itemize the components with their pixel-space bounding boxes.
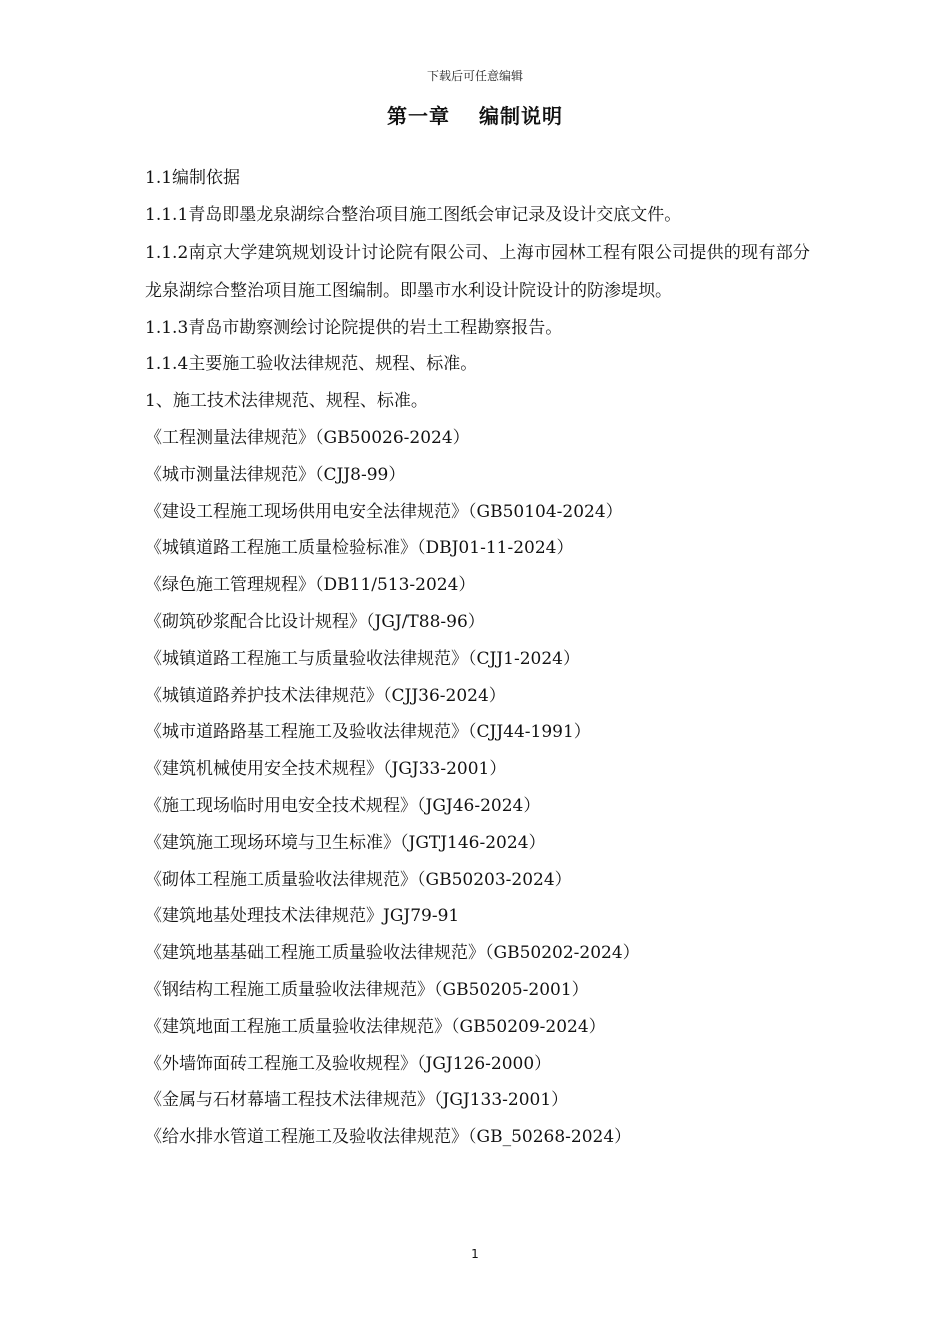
- standard-item: 《金属与石材幕墙工程技术法律规范》（JGJ133-2001）: [145, 1090, 569, 1111]
- standard-item: 《建筑施工现场环境与卫生标准》（JGTJ146-2024）: [145, 832, 546, 853]
- standard-item: 《城市道路路基工程施工及验收法律规范》（CJJ44-1991）: [145, 722, 591, 743]
- standard-item: 《砌筑砂浆配合比设计规程》（JGJ/T88-96）: [145, 611, 485, 632]
- standard-item: 《建筑地面工程施工质量验收法律规范》（GB50209-2024）: [145, 1016, 606, 1037]
- standard-item: 《城镇道路工程施工与质量验收法律规范》（CJJ1-2024）: [145, 648, 580, 669]
- basis-item-2: 1.1.2南京大学建筑规划设计讨论院有限公司、上海市园林工程有限公司提供的现有部分龙泉湖综合整治项目施工图编制。即墨市水利设计院设计的防渗堤坝。: [145, 242, 810, 301]
- standard-item: 《建筑机械使用安全技术规程》（JGJ33-2001）: [145, 759, 507, 780]
- standard-item: 《绿色施工管理规程》（DB11/513-2024）: [145, 575, 476, 596]
- page-header-note: 下载后可任意编辑: [426, 69, 523, 83]
- document-body: [145, 160, 810, 1156]
- standard-item: 《砌体工程施工质量验收法律规范》（GB50203-2024）: [145, 869, 572, 890]
- basis-item-4: 1.1.4主要施工验收法律规范、规程、标准。: [145, 354, 478, 375]
- standard-item: 《城镇道路养护技术法律规范》（CJJ36-2024）: [145, 685, 506, 706]
- standards-heading: 1、施工技术法律规范、规程、标准。: [145, 391, 428, 412]
- standard-item: 《建筑地基基础工程施工质量验收法律规范》（GB50202-2024）: [145, 943, 640, 964]
- standard-item: 《外墙饰面砖工程施工及验收规程》（JGJ126-2000）: [145, 1053, 552, 1074]
- standard-item: 《城镇道路工程施工质量检验标准》（DBJ01-11-2024）: [145, 538, 574, 559]
- section-heading-basis: 1.1编制依据: [145, 168, 241, 188]
- page-number: 1: [471, 1247, 479, 1261]
- basis-item-1: 1.1.1青岛即墨龙泉湖综合整治项目施工图纸会审记录及设计交底文件。: [145, 204, 682, 225]
- chapter-title: 第一章 编制说明: [387, 104, 563, 128]
- standard-item: 《工程测量法律规范》（GB50026-2024）: [145, 427, 470, 448]
- standard-item: 《给水排水管道工程施工及验收法律规范》（GB_50268-2024）: [145, 1127, 632, 1148]
- standard-item: 《建设工程施工现场供用电安全法律规范》（GB50104-2024）: [145, 501, 623, 522]
- standard-item: 《钢结构工程施工质量验收法律规范》（GB50205-2001）: [145, 979, 589, 1000]
- standard-item: 《施工现场临时用电安全技术规程》（JGJ46-2024）: [145, 795, 541, 816]
- basis-item-3: 1.1.3青岛市勘察测绘讨论院提供的岩土工程勘察报告。: [145, 317, 563, 338]
- standard-item: 《建筑地基处理技术法律规范》JGJ79-91: [145, 906, 460, 927]
- standard-item: 《城市测量法律规范》（CJJ8-99）: [145, 464, 406, 485]
